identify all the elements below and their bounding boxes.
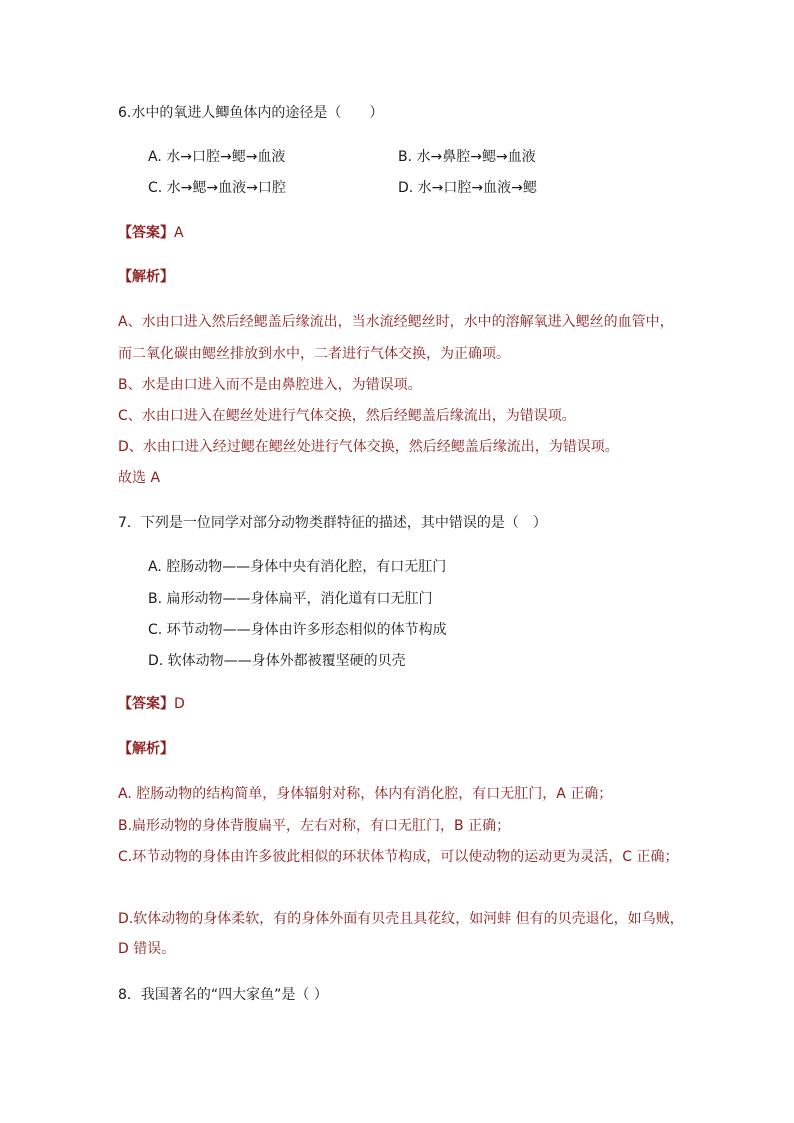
- answer-value: D: [174, 696, 185, 712]
- question-6-answer: [118, 224, 184, 242]
- question-7-analysis-line: D 错误。: [118, 941, 176, 957]
- question-7-option-d: D. 软体动物——身体外都被覆坚硬的贝壳: [148, 653, 406, 669]
- question-7-analysis-heading: 【解析】: [118, 741, 174, 757]
- question-7-stem: 7．下列是一位同学对部分动物类群特征的描述，其中错误的是（ ）: [118, 515, 547, 531]
- question-8-stem: 8．我国著名的“四大家鱼”是（ ）: [118, 987, 328, 1003]
- answer-tag: 【答案】: [118, 696, 174, 712]
- question-6-option-b: B. 水→鼻腔→鳃→血液: [398, 149, 536, 165]
- question-7-analysis-line: C.环节动物的身体由许多彼此相似的环状体节构成，可以使动物的运动更为灵活，C 正确；: [118, 849, 679, 865]
- answer-tag: 【答案】: [118, 225, 174, 241]
- question-6-option-c: C. 水→鳃→血液→口腔: [148, 180, 286, 196]
- question-6-stem: 6.水中的氧进人鲫鱼体内的途径是（ ）: [118, 105, 384, 121]
- question-6-option-d: D. 水→口腔→血液→鳃: [398, 180, 537, 196]
- question-7-analysis-line: A. 腔肠动物的结构简单，身体辐射对称，体内有消化腔，有口无肛门，A 正确；: [118, 786, 613, 802]
- question-6-analysis-line: C、水由口进入在鳃丝处进行气体交换，然后经鳃盖后缘流出，为错误项。: [118, 408, 576, 424]
- question-7-option-a: A. 腔肠动物——身体中央有消化腔，有口无肛门: [148, 559, 447, 575]
- question-7-option-b: B. 扁形动物——身体扁平，消化道有口无肛门: [148, 591, 433, 607]
- question-7-analysis-line: D.软体动物的身体柔软，有的身体外面有贝壳且具花纹，如河蚌 但有的贝壳退化，如乌贼，: [118, 911, 684, 927]
- answer-value: A: [174, 225, 184, 241]
- question-6-analysis-line: D、水由口进入经过鳃在鳃丝处进行气体交换，然后经鳃盖后缘流出，为错误项。: [118, 439, 619, 455]
- question-6-analysis-heading: 【解析】: [118, 269, 174, 285]
- question-6-conclusion: 故选 A: [118, 470, 161, 486]
- question-7-answer: [118, 695, 185, 713]
- question-6-analysis-line: B、水是由口进入而不是由鼻腔进入，为错误项。: [118, 377, 422, 393]
- question-6-analysis-line: 而二氧化碳由鳃丝排放到水中，二者进行气体交换，为正确项。: [118, 346, 510, 362]
- question-6-option-a: A. 水→口腔→鳃→血液: [148, 149, 286, 165]
- question-7-analysis-line: B.扁形动物的身体背腹扁平，左右对称，有口无肛门，B 正确；: [118, 818, 511, 834]
- question-6-analysis-line: A、水由口进入然后经鳃盖后缘流出，当水流经鳃丝时，水中的溶解氧进入鳃丝的血管中，: [118, 314, 674, 330]
- question-7-option-c: C. 环节动物——身体由许多形态相似的体节构成: [148, 622, 447, 638]
